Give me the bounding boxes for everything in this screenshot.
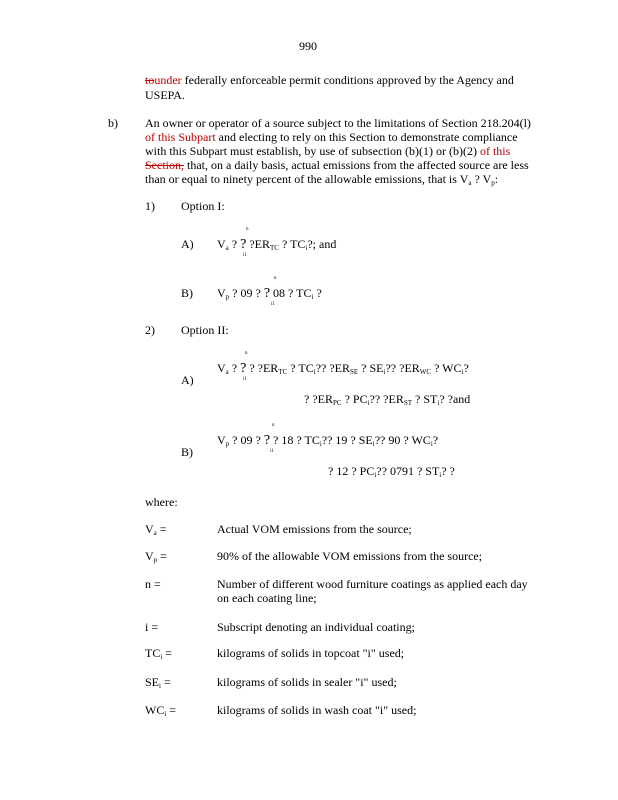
definition-text-continued: on each coating line; xyxy=(217,591,317,605)
sum-lower-i: i1 xyxy=(243,377,247,382)
equation-option-2-b-line-1: $V_p$ ? 09 ? ? ? 18 ? $TC_i$?? 19 ? $SE_i$?? 90 ? $WC_i$? xyxy=(217,433,439,448)
intro-line-1: tounder federally enforceable permit conditions approved by the Agency and xyxy=(145,73,514,87)
sum-upper-n: n xyxy=(246,227,249,232)
where-label: where: xyxy=(145,495,178,509)
sum-lower-i: i1 xyxy=(270,449,274,454)
definition-text: Subscript denoting an individual coating; xyxy=(217,620,415,634)
paragraph-b-label: b) xyxy=(108,116,118,130)
option-2-title: Option II: xyxy=(181,323,229,337)
paragraph-b-line-3: with this Subpart must establish, by use of subsection (b)(1) or (b)(2) of this xyxy=(145,144,511,158)
option-1-label: 1) xyxy=(145,199,155,213)
definition-text: kilograms of solids in topcoat "i" used; xyxy=(217,646,405,660)
option-1-a-label: A) xyxy=(181,237,194,251)
intro-line-2: USEPA. xyxy=(145,88,185,102)
definition-term: n = xyxy=(145,577,161,591)
summation-symbol: ? xyxy=(263,433,271,448)
paragraph-b-line-5: than or equal to ninety percent of the allowable emissions, that is $V_a$ ? $V_p$: xyxy=(145,172,499,187)
definition-text: 90% of the allowable VOM emissions from the source; xyxy=(217,549,483,563)
sum-lower-i: i1 xyxy=(243,253,247,258)
definition-term: $V_a$ = xyxy=(145,522,167,537)
definition-text: Number of different wood furniture coatings as applied each day xyxy=(217,577,528,591)
definition-term: i = xyxy=(145,620,159,634)
paragraph-b-line-2: of this Subpart and electing to rely on this Section to demonstrate compliance xyxy=(145,130,518,144)
sum-lower-i: i1 xyxy=(271,302,275,307)
option-1-b-label: B) xyxy=(181,286,193,300)
option-2-label: 2) xyxy=(145,323,155,337)
equation-option-1-a: $V_a$ ? ? $?ER_{TC}$ ? $TC_i$?; and xyxy=(217,237,337,252)
definition-term: $SE_i$ = xyxy=(145,675,171,690)
paragraph-b-line-4: Section, that, on a daily basis, actual emissions from the affected source are less xyxy=(145,158,529,172)
definition-term: $WC_i$ = xyxy=(145,703,177,718)
summation-symbol: ? xyxy=(240,237,247,252)
equation-option-1-b: $V_p$ ? 09 ? ? 08 ? $TC_i$ ? xyxy=(217,286,322,301)
equation-option-2-a-line-2: ? $?ER_{PC}$ ? $PC_i$?? $?ER_{ST}$ ? $ST_i$? ?and xyxy=(304,392,471,407)
inserted-text: under xyxy=(154,73,182,87)
summation-symbol: ? xyxy=(263,286,271,301)
option-1-title: Option I: xyxy=(181,199,225,213)
definition-term: $V_p$ = xyxy=(145,549,167,564)
summation-symbol: ? xyxy=(240,361,247,376)
page-number: 990 xyxy=(299,39,317,53)
option-2-b-label: B) xyxy=(181,445,193,459)
definition-text: Actual VOM emissions from the source; xyxy=(217,522,412,536)
sum-upper-n: n xyxy=(245,351,248,356)
paragraph-b-line-1: An owner or operator of a source subject to the limitations of Section 218.204(l) xyxy=(145,116,531,130)
option-2-a-label: A) xyxy=(181,373,194,387)
definition-term: $TC_i$ = xyxy=(145,646,173,661)
definition-text: kilograms of solids in sealer "i" used; xyxy=(217,675,397,689)
struck-text: to xyxy=(145,73,155,87)
equation-option-2-b-line-2: ? 12 ? $PC_i$?? 0791 ? $ST_i$? ? xyxy=(328,464,455,479)
sum-upper-n: n xyxy=(272,423,275,428)
sum-upper-n: n xyxy=(274,276,277,281)
definition-text: kilograms of solids in wash coat "i" used; xyxy=(217,703,417,717)
equation-option-2-a-line-1: $V_a$ ? ? ? $?ER_{TC}$ ? $TC_i$?? $?ER_{SE}$ ? $SE_i$?? $?ER_{WC}$ ? $WC_i$? xyxy=(217,361,469,376)
